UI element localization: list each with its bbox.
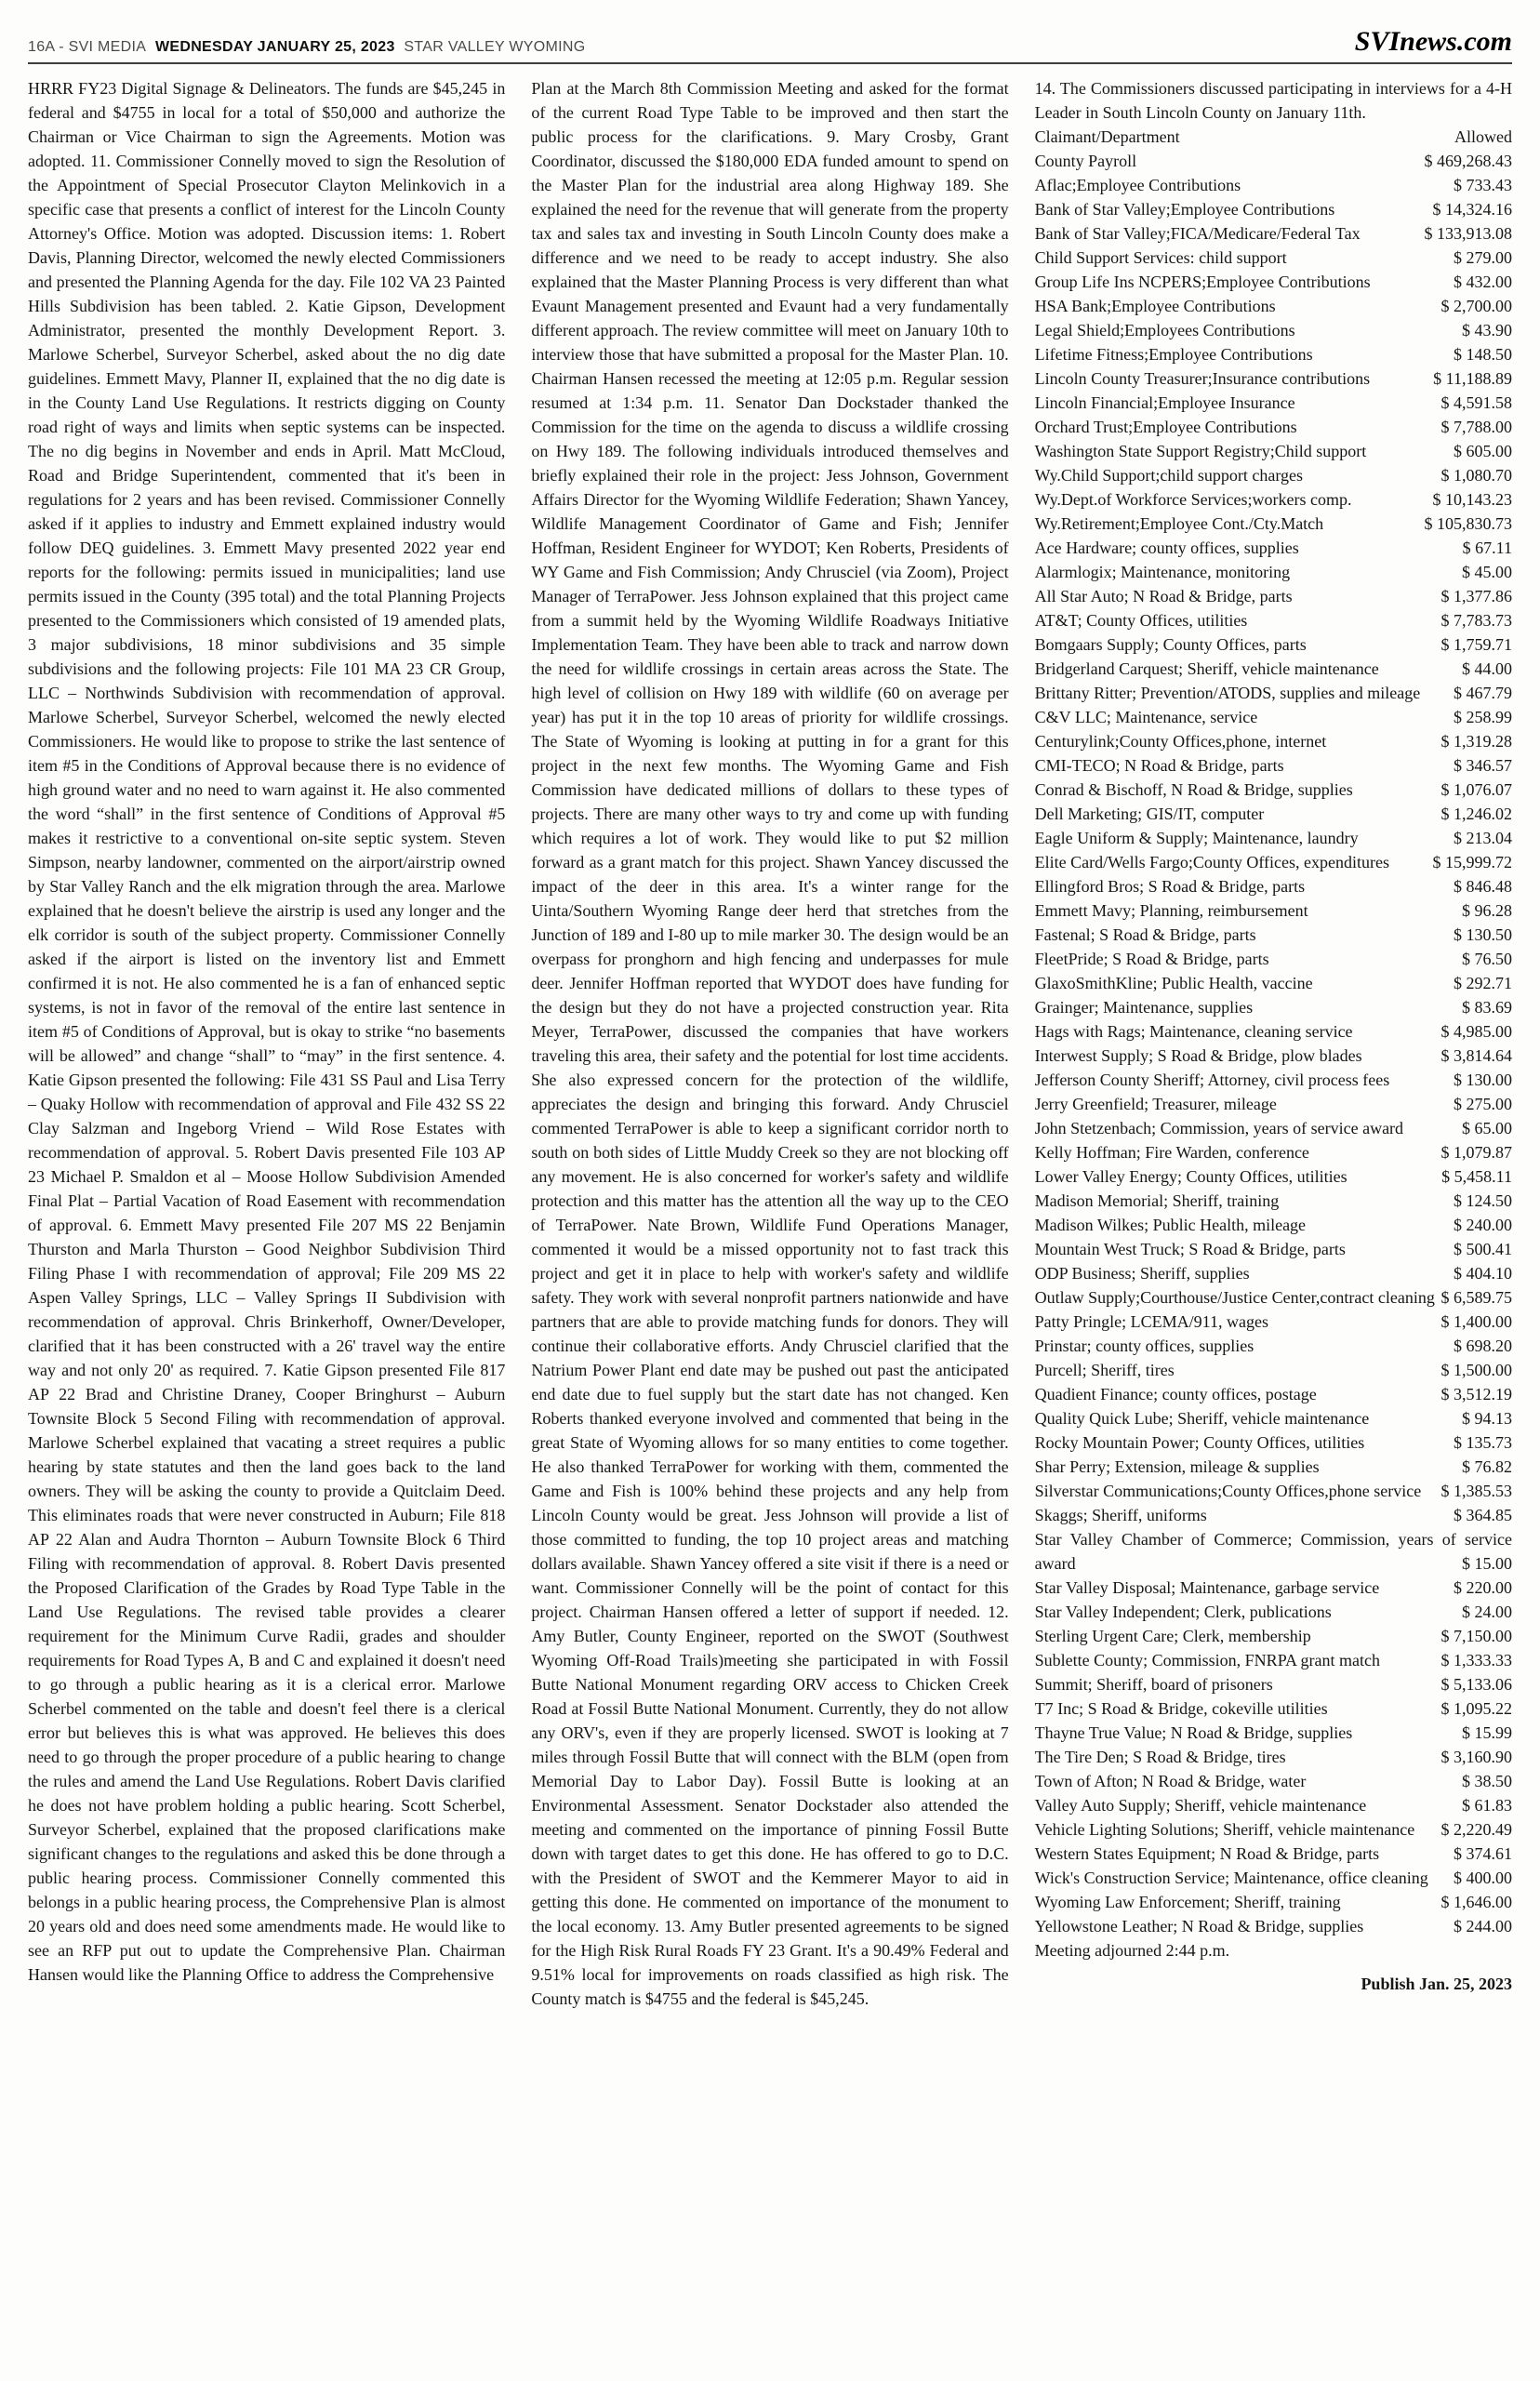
- claim-name: GlaxoSmithKline; Public Health, vaccine: [1034, 974, 1313, 992]
- claim-amount: $ 1,759.71: [1440, 635, 1512, 654]
- masthead-date: WEDNESDAY JANUARY 25, 2023: [154, 39, 395, 55]
- claim-row: [1035, 1769, 1512, 1793]
- article-column-1: HRRR FY23 Digital Signage & Delineators. The funds are $45,245 in federal and $4755 in local for a total of $50,000 and authorize the Chairman or Vice Chairman to sign the Agreements. Motion was adopted. 11. Commissioner Connelly moved to sign the Resolution of the Appointment of Special Prosecutor Clayton Melinkovich in a specific case that presents a conflict of interest for the Lincoln County Attorney's Office. Motion was adopted. Discussion items: 1. Robert Davis, Planning Director, welcomed the newly elected Commissioners and presented the Planning Agenda for the day. File 102 VA 23 Painted Hills Subdivision has been tabled. 2. Katie Gipson, Development Administrator, presented the monthly Development Report. 3. Marlowe Scherbel, Surveyor Scherbel, asked about the no dig date guidelines. Emmett Mavy, Planner II, explained that the no dig date is in the County Land Use Regulations. It restricts digging on County road right of ways and limits when septic systems can be inspected. The no dig begins in November and ends in April. Matt McCloud, Road and Bridge Superintendent, commented that it's been in regulations for 2 years and has been revised. Commissioner Connelly asked if it applies to industry and Emmett explained industry would follow DEQ guidelines. 3. Emmett Mavy presented 2022 year end reports for the following: permits issued in municipalities; land use permits issued in the County (395 total) and the total Planning Projects presented to the Commissioners which consisted of 19 amended plats, 3 major subdivisions, 18 minor subdivisions and 35 simple subdivisions and the following projects: File 101 MA 23 CR Group, LLC – Northwinds Subdivision with recommendation of approval. Marlowe Scherbel, Surveyor Scherbel, welcomed the newly elected Commissioners. He would like to propose to strike the last sentence of item #5 in the Conditions of Approval because there is no evidence of high ground water and no need to warn against it. He also commented the word “shall” in the first sentence of Conditions of Approval #5 makes it restrictive to a conventional on-site septic system. Steven Simpson, nearby landowner, commented on the airport/airstrip owned by Star Valley Ranch and the elk migration through the area. Marlowe explained that he doesn't believe the airstrip is used any longer and the elk corridor is south of the subject property. Commissioner Connelly asked if the airport is listed on the inventory list and Emmett confirmed it is not. He also commented he is a fan of enhanced septic systems, is not in favor of the removal of the entire last sentence in item #5 of Conditions of Approval, but is okay to strike “no basements will be allowed” and change “shall” to “may” in the first sentence. 4. Katie Gipson presented the following: File 431 SS Paul and Lisa Terry – Quaky Hollow with recommendation of approval and File 432 SS 22 Clay Salzman and Ingeborg Vriend – Wild Rose Estates with recommendation of approval. 5. Robert Davis presented File 103 AP 23 Michael P. Smaldon et al – Moose Hollow Subdivision Amended Final Plat – Partial Vacation of Road Easement with recommendation of approval. 6. Emmett Mavy presented File 207 MS 22 Benjamin Thurston and Marla Thurston – Good Neighbor Subdivision Third Filing Phase I with recommendation of approval; File 209 MS 22 Aspen Valley Springs, LLC – Valley Springs II Subdivision with recommendation of approval. Chris Brinkerhoff, Owner/Developer, clarified that it has been constructed with a 26' travel way the entire way and not only 20' as required. 7. Katie Gipson presented File 817 AP 22 Brad and Christine Draney, Cooper Bringhurst – Auburn Townsite Block 5 Second Filing with recommendation of approval. Marlowe Scherbel explained that vacating a street requires a public hearing by state statutes and then the land goes back to the land owners. They will be asking the county to provide a Quitclaim Deed. This eliminates roads that were never constructed in Auburn; File 818 AP 22 Alan and Audra Thornton – Auburn Townsite Block 6 Third Filing with recommendation of approval. 8. Robert Davis presented the Proposed Clarification of the Grades by Road Type Table in the Land Use Regulations. The revised table provides a clearer requirement for the Minimum Curve Radii, grades and shoulder requirements for Road Types A, B and C and explained it doesn't need to go through a public hearing as it is a clerical error. Marlowe Scherbel commented on the table and doesn't feel there is a clerical error but believes this is what was approved. He believes this does need to go through the proper procedure of a public hearing to change the rules and amend the Land Use Regulations. Robert Davis clarified he does not have problem holding a public hearing. Scott Scherbel, Surveyor Scherbel, explained that the proposed clarifications make significant changes to the regulations and asked this be done through a public hearing process. Commissioner Connelly commented this belongs in a public hearing process, the Comprehensive Plan is almost 20 years old and does need some amendments made. He would like to see an RFP put out to update the Comprehensive Plan. Chairman Hansen would like the Planning Office to address the Comprehensive: [28, 79, 506, 1984]
- claim-amount: $ 148.50: [1453, 345, 1512, 364]
- claim-name: Mountain West Truck; S Road & Bridge, parts: [1034, 1240, 1346, 1258]
- claim-row: [1035, 1044, 1512, 1068]
- article-columns: [28, 64, 1512, 2011]
- claim-name: HSA Bank;Employee Contributions: [1034, 297, 1276, 315]
- claim-amount: $ 6,589.75: [1440, 1288, 1512, 1307]
- claim-name: Madison Wilkes; Public Health, mileage: [1034, 1216, 1307, 1234]
- claim-row: [1035, 1696, 1512, 1721]
- claim-name: Child Support Services: child support: [1034, 248, 1287, 267]
- site-name: SVInews.com: [1354, 26, 1512, 57]
- claim-row: [1035, 1890, 1512, 1914]
- claim-name: Bomgaars Supply; County Offices, parts: [1034, 635, 1307, 654]
- claim-name: Patty Pringle; LCEMA/911, wages: [1034, 1312, 1268, 1331]
- claim-row: [1035, 898, 1512, 923]
- claim-row: [1035, 778, 1512, 802]
- claim-amount: $ 605.00: [1453, 442, 1512, 460]
- claim-amount: $ 364.85: [1453, 1506, 1512, 1524]
- article-column-3: [1035, 76, 1512, 2011]
- claim-amount: $ 15.99: [1461, 1723, 1512, 1742]
- claim-name: Sublette County; Commission, FNRPA grant match: [1034, 1651, 1381, 1669]
- claims-list: [1035, 149, 1512, 1938]
- claim-name: Bridgerland Carquest; Sheriff, vehicle maintenance: [1034, 659, 1379, 678]
- claim-name: Star Valley Disposal; Maintenance, garbage service: [1034, 1578, 1380, 1597]
- claim-name: Elite Card/Wells Fargo;County Offices, expenditures: [1034, 853, 1389, 871]
- claim-amount: $ 1,377.86: [1440, 587, 1512, 605]
- claims-table-header: [1035, 125, 1512, 149]
- claim-row: [1035, 1503, 1512, 1527]
- claim-row: [1035, 584, 1512, 608]
- meeting-adjourned-line: Meeting adjourned 2:44 p.m.: [1034, 1941, 1230, 1960]
- claim-name: Group Life Ins NCPERS;Employee Contributions: [1034, 273, 1371, 291]
- masthead-left: [28, 39, 590, 56]
- claim-row: [1035, 632, 1512, 657]
- claim-name: Wy.Child Support;child support charges: [1034, 466, 1304, 485]
- claim-name: Jefferson County Sheriff; Attorney, civil process fees: [1034, 1071, 1390, 1089]
- claim-name: Washington State Support Registry;Child support: [1034, 442, 1367, 460]
- claim-row: [1035, 1745, 1512, 1769]
- claim-amount: $ 404.10: [1453, 1264, 1512, 1283]
- claim-name: Alarmlogix; Maintenance, monitoring: [1034, 563, 1291, 581]
- claim-name: Aflac;Employee Contributions: [1034, 176, 1241, 194]
- claim-amount: $ 258.99: [1453, 708, 1512, 726]
- claims-header-claimant: Claimant/Department: [1034, 127, 1180, 146]
- claim-row: [1035, 850, 1512, 874]
- claim-row: [1035, 246, 1512, 270]
- claim-row: [1035, 681, 1512, 705]
- claim-name: Brittany Ritter; Prevention/ATODS, supplies and mileage: [1034, 684, 1421, 702]
- claim-amount: $ 275.00: [1453, 1095, 1512, 1113]
- claim-amount: $ 130.00: [1453, 1071, 1512, 1089]
- claim-amount: $ 11,188.89: [1433, 369, 1512, 388]
- claim-row: [1035, 753, 1512, 778]
- claim-amount: $ 213.04: [1453, 829, 1512, 847]
- claim-amount: $ 67.11: [1462, 539, 1512, 557]
- claim-name: Eagle Uniform & Supply; Maintenance, laundry: [1034, 829, 1359, 847]
- claim-name: Yellowstone Leather; N Road & Bridge, supplies: [1034, 1917, 1364, 1935]
- claim-row: [1035, 197, 1512, 221]
- claim-name: Wick's Construction Service; Maintenance, office cleaning: [1034, 1869, 1428, 1887]
- claim-amount: $ 24.00: [1461, 1603, 1512, 1621]
- claim-row: [1035, 1672, 1512, 1696]
- claim-name: C&V LLC; Maintenance, service: [1034, 708, 1258, 726]
- claim-name: ODP Business; Sheriff, supplies: [1034, 1264, 1250, 1283]
- claim-row: [1035, 1721, 1512, 1745]
- claim-amount: $ 1,095.22: [1440, 1699, 1512, 1718]
- claim-name: Rocky Mountain Power; County Offices, utilities: [1034, 1433, 1365, 1452]
- claim-amount: $ 1,646.00: [1440, 1893, 1512, 1911]
- claim-name: Star Valley Independent; Clerk, publications: [1034, 1603, 1332, 1621]
- claim-row: [1035, 1527, 1512, 1576]
- claim-amount: $ 1,385.53: [1440, 1482, 1512, 1500]
- claim-name: Shar Perry; Extension, mileage & supplies: [1034, 1457, 1320, 1476]
- claim-row: [1035, 1479, 1512, 1503]
- claim-row: [1035, 1430, 1512, 1455]
- claim-amount: $ 279.00: [1453, 248, 1512, 267]
- article-column-2: Plan at the March 8th Commission Meeting and asked for the format of the current Road Type Table to be improved and then start the public process for the clarifications. 9. Mary Crosby, Grant Coordinator, discussed the $180,000 EDA funded amount to spend on the Master Plan for the industrial area along Highway 189. She explained the need for the revenue that will generate from the property tax and sales tax and investing in South Lincoln County does make a difference and we need to be ready to accept industry. She also explained that the Master Planning Process is very different than what Evaunt Management presented and Evaunt had a very fundamentally different approach. The review committee will meet on January 10th to interview those that have submitted a proposal for the Master Plan. 10. Chairman Hansen recessed the meeting at 12:05 p.m. Regular session resumed at 1:34 p.m. 11. Senator Dan Dockstader thanked the Commission for the time on the agenda to discuss a wildlife crossing on Hwy 189. The following individuals introduced themselves and briefly explained their role in the project: Jess Johnson, Government Affairs Director for the Wyoming Wildlife Federation; Shawn Yancey, Wildlife Management Coordinator of Game and Fish; Jennifer Hoffman, Resident Engineer for WYDOT; Ken Roberts, Presidents of WY Game and Fish Commission; Andy Chrusciel (via Zoom), Project Manager of TerraPower. Jess Johnson explained that this project came from a summit held by the Wyoming Wildlife Roadways Initiative Implementation Team. They have been able to track and narrow down the need for wildlife crossings in certain areas across the State. The high level of collision on Hwy 189 with wildlife (60 on average per year) has put it in the top 10 areas of priority for wildlife crossings. The State of Wyoming is looking at putting in for a grant for this project in the next few months. The Wyoming Game and Fish Commission have dedicated millions of dollars to these types of projects. There are many other ways to try and come up with funding which requires a lot of work. They would like to put $2 million forward as a grant match for this project. Shawn Yancey discussed the impact of the deer in this area. It's a winter range for the Uinta/Southern Wyoming Range deer herd that stretches from the Junction of 189 and I-80 up to mile marker 30. The design would be an overpass for pronghorn and high fencing and underpasses for mule deer. Jennifer Hoffman reported that WYDOT does have funding for the design but they do not have a projected construction year. Rita Meyer, TerraPower, discussed the companies that have workers traveling this area, their safety and the potential for lost time accidents. She also expressed concern for the protection of the wildlife, appreciates the design and bringing this forward. Andy Chrusciel commented TerraPower is able to keep a significant corridor north to south on both sides of Little Muddy Creek so they are not blocking off any movement. He is also concerned for worker's safety and wildlife protection and this matter has the attention all the way up to the CEO of TerraPower. Nate Brown, Wildlife Fund Operations Manager, commented it would be a missed opportunity not to fast track this project and get it in place to help with worker's safety and wildlife safety. They work with several nonprofit partners nationwide and have partners that are able to provide matching funds for donors. They will continue their collaborative efforts. Andy Chrusciel clarified that the Natrium Power Plant end date may be pushed out past the anticipated end date due to fuel supply but the start date has not changed. Ken Roberts thanked everyone involved and commented that being in the great State of Wyoming allows for so many entities to come together. He also thanked TerraPower for working with them, commented the Game and Fish is 100% behind these projects and any help from Lincoln County would be great. Jess Johnson will provide a list of those committed to funding, the top 10 project areas and matching dollars available. Shawn Yancey offered a site visit if there is a need or want. Commissioner Connelly will be the point of contact for this project. Chairman Hansen offered a letter of support if needed. 12. Amy Butler, County Engineer, reported on the SWOT (Southwest Wyoming Off-Road Trails)meeting she participated in with Fossil Butte National Monument regarding ORV access to Chicken Creek Road at Fossil Butte National Monument. Currently, they do not allow any ORV's, even if they are properly licensed. SWOT is looking at 7 miles through Fossil Butte that will connect with the BLM (open from Memorial Day to Labor Day). Fossil Butte is looking at an Environmental Assessment. Senator Dockstader also attended the meeting and commented on the importance of pinning Fossil Butte down with target dates to get this done. He has offered to go to D.C. with the President of SWOT and the Kemmerer Mayor to aid in getting this done. He commented on importance of the monument to the local economy. 13. Amy Butler presented agreements to be signed for the High Risk Rural Roads FY 23 Grant. It's a 90.49% Federal and 9.51% local for improvements on roads classified as high risk. The County match is $4755 and the federal is $45,245.: [531, 79, 1009, 2008]
- claim-name: Vehicle Lighting Solutions; Sheriff, vehicle maintenance: [1034, 1820, 1415, 1839]
- claim-row: [1035, 342, 1512, 366]
- claim-amount: $ 61.83: [1461, 1796, 1512, 1815]
- claim-row: [1035, 729, 1512, 753]
- claim-row: [1035, 971, 1512, 995]
- claim-name: Sterling Urgent Care; Clerk, membership: [1034, 1627, 1311, 1645]
- claim-amount: $ 244.00: [1453, 1917, 1512, 1935]
- claim-row: [1035, 173, 1512, 197]
- claim-name: Wy.Retirement;Employee Cont./Cty.Match: [1034, 514, 1324, 533]
- claim-row: [1035, 947, 1512, 971]
- claim-name: Kelly Hoffman; Fire Warden, conference: [1034, 1143, 1309, 1162]
- claim-row: [1035, 1140, 1512, 1164]
- claim-row: [1035, 1914, 1512, 1938]
- claim-name: Lincoln County Treasurer;Insurance contributions: [1034, 369, 1371, 388]
- claim-row: [1035, 439, 1512, 463]
- claim-row: [1035, 1382, 1512, 1406]
- claim-row: [1035, 318, 1512, 342]
- claim-amount: $ 76.82: [1461, 1457, 1512, 1476]
- claim-row: [1035, 1092, 1512, 1116]
- claim-name: Hags with Rags; Maintenance, cleaning service: [1034, 1022, 1353, 1041]
- claim-amount: $ 4,985.00: [1440, 1022, 1512, 1041]
- claim-name: All Star Auto; N Road & Bridge, parts: [1034, 587, 1293, 605]
- claim-name: Centurylink;County Offices,phone, internet: [1034, 732, 1327, 751]
- claim-amount: $ 94.13: [1461, 1409, 1512, 1428]
- claim-amount: $ 846.48: [1453, 877, 1512, 896]
- claim-amount: $ 45.00: [1461, 563, 1512, 581]
- claim-row: [1035, 366, 1512, 391]
- claim-amount: $ 14,324.16: [1432, 200, 1512, 219]
- claim-row: [1035, 657, 1512, 681]
- claim-name: Bank of Star Valley;FICA/Medicare/Federal Tax: [1034, 224, 1361, 243]
- claim-amount: $ 5,458.11: [1441, 1167, 1512, 1186]
- masthead: [28, 28, 1512, 62]
- claims-header-allowed: Allowed: [1454, 127, 1512, 146]
- claim-row: [1035, 270, 1512, 294]
- claim-amount: $ 1,500.00: [1440, 1361, 1512, 1379]
- claim-amount: $ 1,076.07: [1440, 780, 1512, 799]
- claim-name: Quality Quick Lube; Sheriff, vehicle maintenance: [1034, 1409, 1370, 1428]
- claim-amount: $ 3,814.64: [1440, 1046, 1512, 1065]
- claim-row: [1035, 1213, 1512, 1237]
- claim-amount: $ 105,830.73: [1424, 514, 1512, 533]
- claim-name: Thayne True Value; N Road & Bridge, supplies: [1034, 1723, 1353, 1742]
- claim-amount: $ 1,400.00: [1440, 1312, 1512, 1331]
- column-3-intro: 14. The Commissioners discussed participating in interviews for a 4-H Leader in South Lincoln County on January 11th.: [1034, 79, 1512, 122]
- claim-name: Town of Afton; N Road & Bridge, water: [1034, 1772, 1307, 1790]
- claim-row: [1035, 1261, 1512, 1285]
- claim-name: Star Valley Chamber of Commerce; Commission, years of service award: [1034, 1530, 1512, 1573]
- claim-amount: $ 1,333.33: [1440, 1651, 1512, 1669]
- claim-row: [1035, 294, 1512, 318]
- claim-amount: $ 3,160.90: [1440, 1748, 1512, 1766]
- claim-name: Wyoming Law Enforcement; Sheriff, training: [1034, 1893, 1341, 1911]
- masthead-location: STAR VALLEY WYOMING: [404, 39, 586, 55]
- claim-amount: $ 698.20: [1453, 1337, 1512, 1355]
- claim-amount: $ 83.69: [1461, 998, 1512, 1017]
- claim-row: [1035, 512, 1512, 536]
- claim-row: [1035, 1817, 1512, 1842]
- claim-name: County Payroll: [1034, 152, 1137, 170]
- claim-name: Fastenal; S Road & Bridge, parts: [1034, 925, 1256, 944]
- claim-amount: $ 292.71: [1453, 974, 1512, 992]
- claim-name: Orchard Trust;Employee Contributions: [1034, 418, 1297, 436]
- claim-row: [1035, 391, 1512, 415]
- claim-row: [1035, 1334, 1512, 1358]
- claim-row: [1035, 415, 1512, 439]
- claim-amount: $ 4,591.58: [1440, 393, 1512, 412]
- claim-row: [1035, 1793, 1512, 1817]
- claim-row: [1035, 608, 1512, 632]
- claim-name: Prinstar; county offices, supplies: [1034, 1337, 1255, 1355]
- claim-name: Silverstar Communications;County Offices,phone service: [1034, 1482, 1422, 1500]
- claim-name: Grainger; Maintenance, supplies: [1034, 998, 1254, 1017]
- claim-amount: $ 2,700.00: [1440, 297, 1512, 315]
- claim-row: [1035, 826, 1512, 850]
- claim-amount: $ 76.50: [1461, 950, 1512, 968]
- claim-amount: $ 44.00: [1461, 659, 1512, 678]
- claim-row: [1035, 874, 1512, 898]
- claim-row: [1035, 1624, 1512, 1648]
- claim-name: Emmett Mavy; Planning, reimbursement: [1034, 901, 1308, 920]
- claim-amount: $ 346.57: [1453, 756, 1512, 775]
- claim-name: Ace Hardware; county offices, supplies: [1034, 539, 1299, 557]
- claim-name: Bank of Star Valley;Employee Contributions: [1034, 200, 1335, 219]
- claim-row: [1035, 1189, 1512, 1213]
- claim-row: [1035, 1068, 1512, 1092]
- claim-row: [1035, 487, 1512, 512]
- claim-row: [1035, 1285, 1512, 1310]
- claim-amount: $ 7,788.00: [1440, 418, 1512, 436]
- claim-row: [1035, 1648, 1512, 1672]
- claim-amount: $ 15.00: [1461, 1554, 1512, 1573]
- claim-name: Interwest Supply; S Road & Bridge, plow blades: [1034, 1046, 1362, 1065]
- claim-row: [1035, 923, 1512, 947]
- claim-name: Conrad & Bischoff, N Road & Bridge, supplies: [1034, 780, 1353, 799]
- claim-row: [1035, 705, 1512, 729]
- claim-amount: $ 7,783.73: [1440, 611, 1512, 630]
- claim-row: [1035, 1164, 1512, 1189]
- claim-row: [1035, 149, 1512, 173]
- claim-name: Jerry Greenfield; Treasurer, mileage: [1034, 1095, 1277, 1113]
- claim-amount: $ 5,133.06: [1440, 1675, 1512, 1694]
- claim-row: [1035, 1237, 1512, 1261]
- claim-amount: $ 1,080.70: [1440, 466, 1512, 485]
- claim-row: [1035, 1116, 1512, 1140]
- claim-name: Lincoln Financial;Employee Insurance: [1034, 393, 1295, 412]
- claim-name: Lifetime Fitness;Employee Contributions: [1034, 345, 1313, 364]
- claim-amount: $ 374.61: [1453, 1844, 1512, 1863]
- claim-amount: $ 1,319.28: [1440, 732, 1512, 751]
- claim-name: John Stetzenbach; Commission, years of service award: [1034, 1119, 1404, 1137]
- claim-row: [1035, 221, 1512, 246]
- claim-amount: $ 135.73: [1453, 1433, 1512, 1452]
- claim-amount: $ 124.50: [1453, 1191, 1512, 1210]
- claim-name: The Tire Den; S Road & Bridge, tires: [1034, 1748, 1286, 1766]
- claim-name: Western States Equipment; N Road & Bridge, parts: [1034, 1844, 1380, 1863]
- claim-row: [1035, 560, 1512, 584]
- claim-row: [1035, 1866, 1512, 1890]
- claim-row: [1035, 1310, 1512, 1334]
- publish-line: Publish Jan. 25, 2023: [1361, 1975, 1512, 1993]
- claim-row: [1035, 1600, 1512, 1624]
- claim-name: AT&T; County Offices, utilities: [1034, 611, 1248, 630]
- claim-amount: $ 133,913.08: [1424, 224, 1512, 243]
- claim-name: Ellingford Bros; S Road & Bridge, parts: [1034, 877, 1306, 896]
- claim-amount: $ 38.50: [1461, 1772, 1512, 1790]
- claim-name: Legal Shield;Employees Contributions: [1034, 321, 1295, 339]
- claim-amount: $ 469,268.43: [1424, 152, 1512, 170]
- claim-name: Valley Auto Supply; Sheriff, vehicle maintenance: [1034, 1796, 1367, 1815]
- claim-amount: $ 500.41: [1453, 1240, 1512, 1258]
- claim-amount: $ 65.00: [1461, 1119, 1512, 1137]
- claim-row: [1035, 995, 1512, 1019]
- claim-amount: $ 240.00: [1453, 1216, 1512, 1234]
- claim-row: [1035, 1576, 1512, 1600]
- claim-amount: $ 400.00: [1453, 1869, 1512, 1887]
- claim-row: [1035, 1455, 1512, 1479]
- claim-name: T7 Inc; S Road & Bridge, cokeville utilities: [1034, 1699, 1328, 1718]
- claim-name: Quadient Finance; county offices, postage: [1034, 1385, 1317, 1403]
- claim-amount: $ 15,999.72: [1432, 853, 1512, 871]
- claim-row: [1035, 1019, 1512, 1044]
- page-number-label: 16A - SVI MEDIA: [28, 39, 147, 55]
- claim-amount: $ 96.28: [1461, 901, 1512, 920]
- claim-amount: $ 467.79: [1453, 684, 1512, 702]
- claim-row: [1035, 1358, 1512, 1382]
- claim-amount: $ 1,246.02: [1440, 805, 1512, 823]
- claim-name: FleetPride; S Road & Bridge, parts: [1034, 950, 1269, 968]
- claim-name: Summit; Sheriff, board of prisoners: [1034, 1675, 1273, 1694]
- claim-name: Skaggs; Sheriff, uniforms: [1034, 1506, 1207, 1524]
- claim-row: [1035, 1406, 1512, 1430]
- claim-amount: $ 10,143.23: [1432, 490, 1512, 509]
- claim-name: Purcell; Sheriff, tires: [1034, 1361, 1175, 1379]
- claim-row: [1035, 463, 1512, 487]
- claim-row: [1035, 1842, 1512, 1866]
- claim-name: Madison Memorial; Sheriff, training: [1034, 1191, 1280, 1210]
- claim-amount: $ 7,150.00: [1440, 1627, 1512, 1645]
- claim-name: Dell Marketing; GIS/IT, computer: [1034, 805, 1265, 823]
- claim-name: Wy.Dept.of Workforce Services;workers comp.: [1034, 490, 1352, 509]
- claim-amount: $ 1,079.87: [1440, 1143, 1512, 1162]
- claim-name: Lower Valley Energy; County Offices, utilities: [1034, 1167, 1348, 1186]
- claim-amount: $ 43.90: [1461, 321, 1512, 339]
- claim-row: [1035, 536, 1512, 560]
- claim-amount: $ 220.00: [1453, 1578, 1512, 1597]
- claim-name: CMI-TECO; N Road & Bridge, parts: [1034, 756, 1284, 775]
- claim-amount: $ 3,512.19: [1440, 1385, 1512, 1403]
- claim-amount: $ 2,220.49: [1440, 1820, 1512, 1839]
- claim-amount: $ 432.00: [1453, 273, 1512, 291]
- claim-name: Outlaw Supply;Courthouse/Justice Center,contract cleaning: [1034, 1288, 1435, 1307]
- claim-amount: $ 733.43: [1453, 176, 1512, 194]
- claim-amount: $ 130.50: [1453, 925, 1512, 944]
- claim-row: [1035, 802, 1512, 826]
